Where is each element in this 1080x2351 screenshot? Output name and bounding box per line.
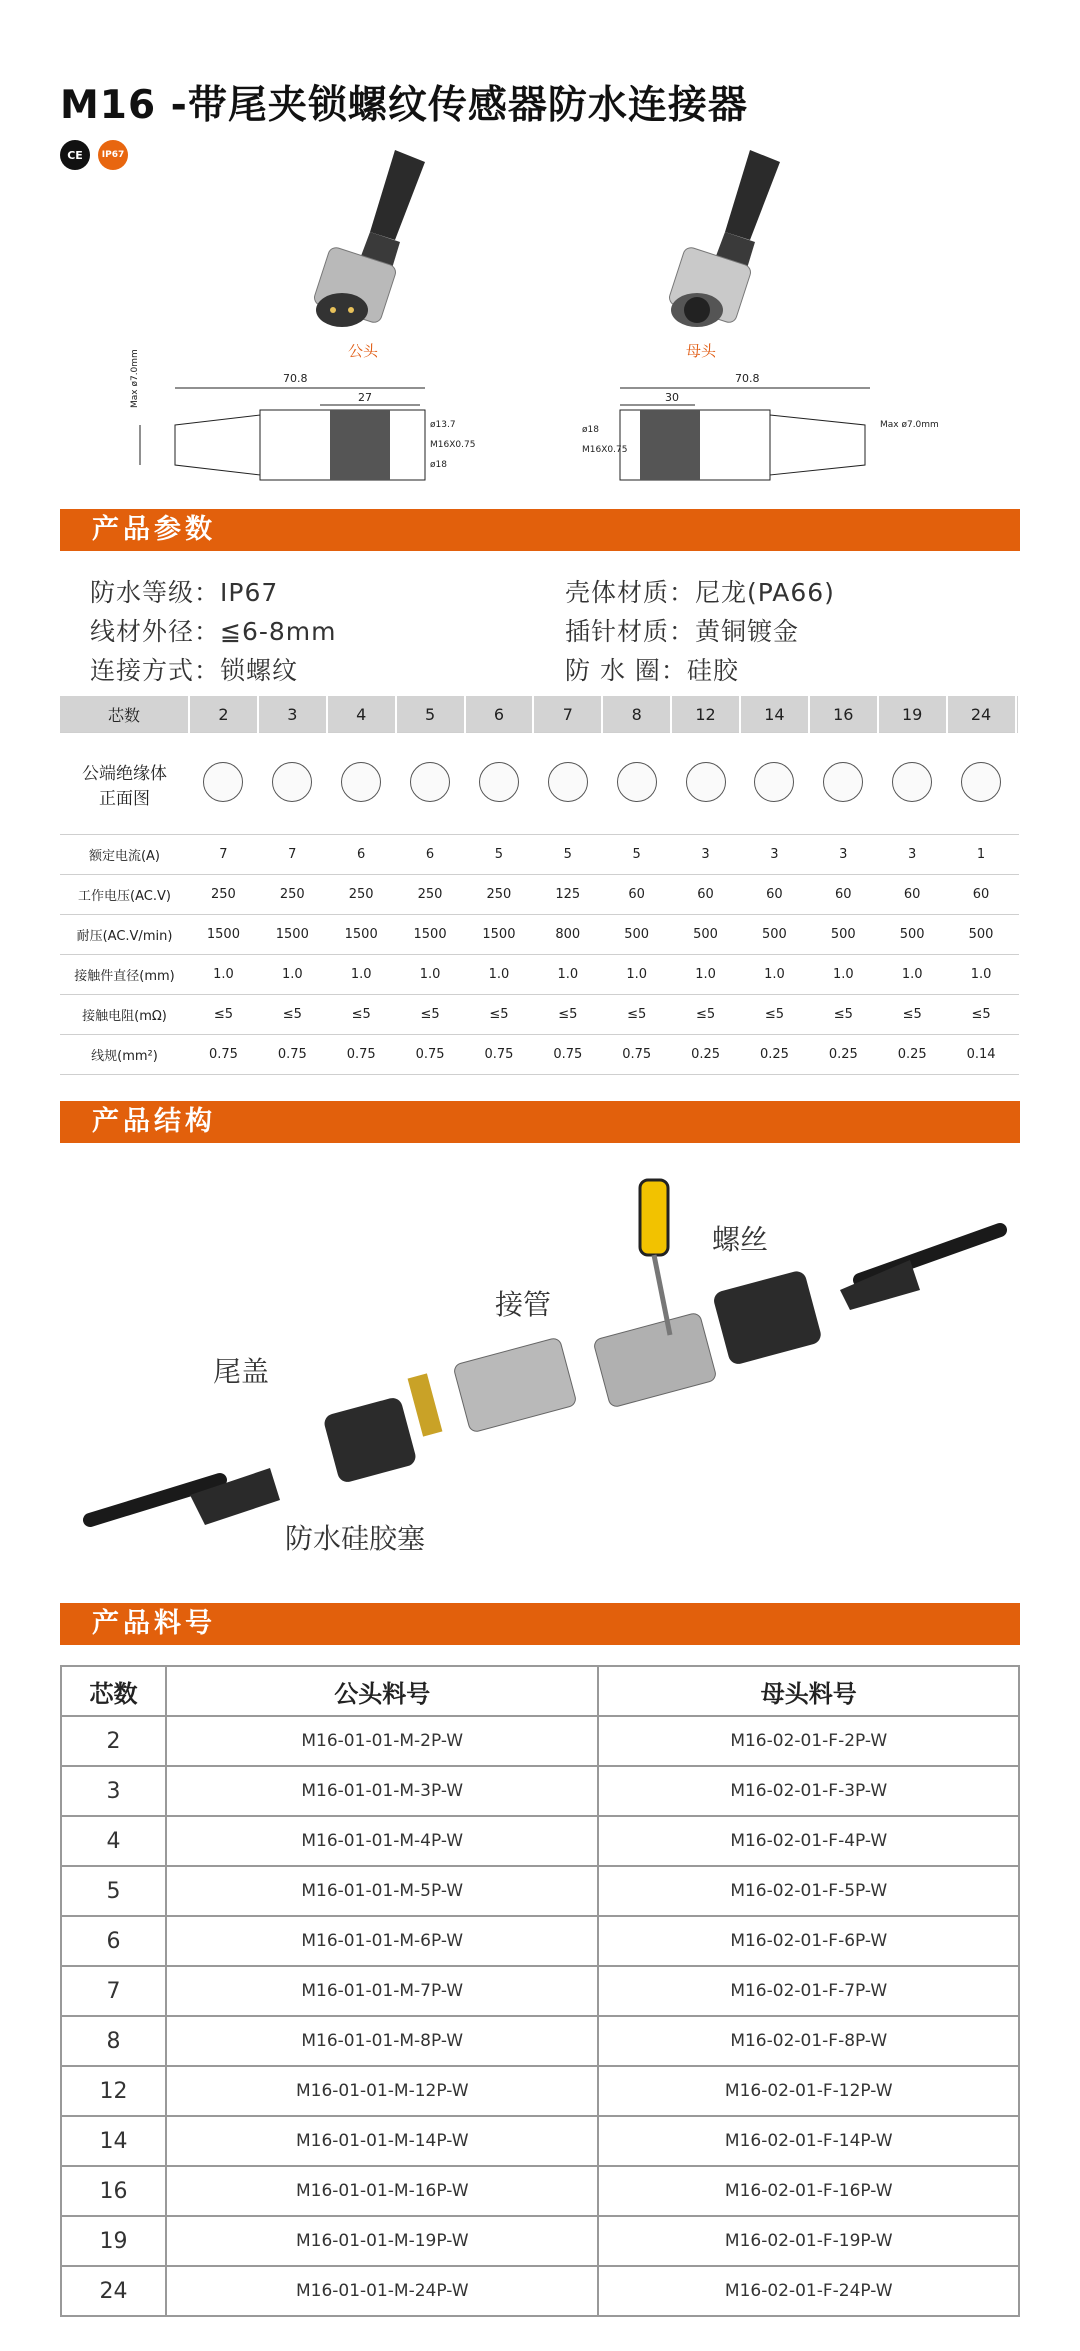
male-part-number: M16-01-01-M-16P-W <box>166 2166 598 2216</box>
face-label-line1: 公端绝缘体 <box>82 763 167 784</box>
param-seal: 防 水 圈：硅胶 <box>565 656 739 685</box>
core-count: 4 <box>327 696 396 733</box>
female-thread-length: 30 <box>665 391 679 404</box>
spec-cell: ≤5 <box>533 995 602 1035</box>
part-cores: 7 <box>61 1966 166 2016</box>
part-table-header <box>61 1666 1019 1716</box>
spec-cell: 5 <box>465 835 534 875</box>
spec-cell: 250 <box>258 875 327 915</box>
female-part-number: M16-02-01-F-19P-W <box>598 2216 1019 2266</box>
spec-cell: 1500 <box>327 915 396 955</box>
spec-cell: 0.75 <box>327 1035 396 1075</box>
table-row <box>61 2066 1019 2116</box>
spec-cell: 1500 <box>396 915 465 955</box>
female-label: 母头 <box>686 342 717 360</box>
spec-cell: 3 <box>671 835 740 875</box>
female-cable-dim: Max ø7.0mm <box>880 420 939 430</box>
spec-cell: 500 <box>878 915 947 955</box>
male-part-number: M16-01-01-M-2P-W <box>166 1716 598 1766</box>
spec-cell: ≤5 <box>740 995 809 1035</box>
pin-face-icon <box>961 762 1001 802</box>
part-cores: 19 <box>61 2216 166 2266</box>
spec-cell: 500 <box>602 915 671 955</box>
spec-cell: 0.75 <box>189 1035 258 1075</box>
spec-cell: 60 <box>809 875 878 915</box>
male-connector-photo <box>300 140 440 340</box>
param-pin: 插针材质：黄铜镀金 <box>565 617 800 646</box>
spec-row <box>60 1035 1019 1075</box>
female-part-number: M16-02-01-F-14P-W <box>598 2116 1019 2166</box>
spec-cell: 60 <box>602 875 671 915</box>
pin-face-icon <box>823 762 863 802</box>
spec-cell: 1.0 <box>396 955 465 995</box>
part-header-cores: 芯数 <box>61 1666 166 1716</box>
male-part-number: M16-01-01-M-3P-W <box>166 1766 598 1816</box>
part-cores: 2 <box>61 1716 166 1766</box>
male-part-number: M16-01-01-M-7P-W <box>166 1966 598 2016</box>
spec-cell: 1.0 <box>809 955 878 995</box>
pin-face-icon <box>272 762 312 802</box>
section-part-numbers: 产品料号 <box>60 1603 1020 1645</box>
param-connection: 连接方式：锁螺纹 <box>90 656 299 685</box>
spec-cell: 60 <box>740 875 809 915</box>
part-cores: 3 <box>61 1766 166 1816</box>
spec-cell: 7 <box>189 835 258 875</box>
spec-cell: 1.0 <box>189 955 258 995</box>
spec-row <box>60 995 1019 1035</box>
spec-cell: 1.0 <box>465 955 534 995</box>
spec-cell: 500 <box>947 915 1016 955</box>
spec-cell: 250 <box>327 875 396 915</box>
label-screw: 螺丝 <box>712 1223 769 1256</box>
spec-cell: ≤5 <box>602 995 671 1035</box>
part-cores: 8 <box>61 2016 166 2066</box>
female-part-number: M16-02-01-F-16P-W <box>598 2166 1019 2216</box>
male-label: 公头 <box>348 342 379 360</box>
spec-cell: 0.25 <box>671 1035 740 1075</box>
spec-cell: 500 <box>740 915 809 955</box>
spec-cell: 1.0 <box>878 955 947 995</box>
female-part-number: M16-02-01-F-12P-W <box>598 2066 1019 2116</box>
spec-cell: 6 <box>327 835 396 875</box>
spec-cell: 1.0 <box>740 955 809 995</box>
female-part-number: M16-02-01-F-7P-W <box>598 1966 1019 2016</box>
spec-cell: ≤5 <box>396 995 465 1035</box>
part-header-female: 母头料号 <box>598 1666 1019 1716</box>
spec-cell: 60 <box>878 875 947 915</box>
spec-cell: 0.75 <box>602 1035 671 1075</box>
spec-cell: 800 <box>533 915 602 955</box>
spec-cell: ≤5 <box>465 995 534 1035</box>
spec-cell: 1.0 <box>602 955 671 995</box>
spec-cell: 3 <box>740 835 809 875</box>
female-d1: ø18 <box>582 425 599 435</box>
spec-cell: 7 <box>258 835 327 875</box>
spec-cell: 250 <box>465 875 534 915</box>
pin-face-icon <box>686 762 726 802</box>
pin-face-icon <box>410 762 450 802</box>
face-label-line2: 正面图 <box>99 788 150 809</box>
core-count-empty <box>1016 696 1020 733</box>
male-part-number: M16-01-01-M-6P-W <box>166 1916 598 1966</box>
spec-row-label: 接触件直径(mm) <box>60 955 189 995</box>
spec-header-label: 芯数 <box>60 696 189 733</box>
label-coupling: 接管 <box>495 1288 552 1321</box>
core-count: 7 <box>533 696 602 733</box>
spec-cell: ≤5 <box>189 995 258 1035</box>
spec-cell: ≤5 <box>809 995 878 1035</box>
spec-cell: 0.75 <box>533 1035 602 1075</box>
spec-cell: 1.0 <box>258 955 327 995</box>
spec-row <box>60 835 1019 875</box>
part-cores: 4 <box>61 1816 166 1866</box>
male-overall-length: 70.8 <box>283 372 308 385</box>
part-cores: 5 <box>61 1866 166 1916</box>
ip67-cert-icon: IP67 <box>98 140 128 170</box>
male-part-number: M16-01-01-M-4P-W <box>166 1816 598 1866</box>
part-header-male: 公头料号 <box>166 1666 598 1716</box>
spec-cell: 60 <box>671 875 740 915</box>
spec-row-label: 接触电阻(mΩ) <box>60 995 189 1035</box>
spec-row <box>60 955 1019 995</box>
spec-cell: 1.0 <box>671 955 740 995</box>
female-part-number: M16-02-01-F-4P-W <box>598 1816 1019 1866</box>
table-row <box>61 1866 1019 1916</box>
female-thread: M16X0.75 <box>582 445 628 455</box>
female-part-number: M16-02-01-F-3P-W <box>598 1766 1019 1816</box>
female-part-number: M16-02-01-F-24P-W <box>598 2266 1019 2316</box>
spec-cell: 0.75 <box>396 1035 465 1075</box>
female-part-number: M16-02-01-F-2P-W <box>598 1716 1019 1766</box>
male-part-number: M16-01-01-M-14P-W <box>166 2116 598 2166</box>
female-connector-photo <box>655 140 795 340</box>
female-overall-length: 70.8 <box>735 372 760 385</box>
spec-cell: 0.25 <box>878 1035 947 1075</box>
spec-cell: 3 <box>878 835 947 875</box>
table-row <box>61 1966 1019 2016</box>
table-row <box>61 2166 1019 2216</box>
spec-cell: 0.25 <box>809 1035 878 1075</box>
part-cores: 24 <box>61 2266 166 2316</box>
spec-cell: 1.0 <box>327 955 396 995</box>
female-part-number: M16-02-01-F-5P-W <box>598 1866 1019 1916</box>
spec-cell: 1500 <box>258 915 327 955</box>
core-count: 2 <box>189 696 258 733</box>
param-cable-od: 线材外径：≦6-8mm <box>90 617 337 646</box>
table-row <box>61 1766 1019 1816</box>
spec-cell: ≤5 <box>878 995 947 1035</box>
table-row <box>61 2216 1019 2266</box>
core-count: 16 <box>809 696 878 733</box>
part-cores: 14 <box>61 2116 166 2166</box>
male-part-number: M16-01-01-M-12P-W <box>166 2066 598 2116</box>
female-part-number: M16-02-01-F-6P-W <box>598 1916 1019 1966</box>
label-tail-cap: 尾盖 <box>213 1355 270 1388</box>
spec-cell: 3 <box>809 835 878 875</box>
pin-face-icon <box>479 762 519 802</box>
spec-cell: 250 <box>189 875 258 915</box>
spec-row <box>60 915 1019 955</box>
spec-cell: ≤5 <box>258 995 327 1035</box>
spec-cell: 500 <box>809 915 878 955</box>
label-seal: 防水硅胶塞 <box>285 1522 426 1555</box>
male-part-number: M16-01-01-M-24P-W <box>166 2266 598 2316</box>
spec-cell: 5 <box>533 835 602 875</box>
table-row <box>61 1916 1019 1966</box>
section-structure: 产品结构 <box>60 1101 1020 1143</box>
core-count: 6 <box>465 696 534 733</box>
core-count: 24 <box>947 696 1016 733</box>
spec-face-row <box>60 733 1019 835</box>
male-cable-dim: Max ø7.0mm <box>130 349 140 408</box>
pin-face-icon <box>754 762 794 802</box>
pin-face-icon <box>617 762 657 802</box>
male-part-number: M16-01-01-M-8P-W <box>166 2016 598 2066</box>
table-row <box>61 1816 1019 1866</box>
spec-cell: 60 <box>947 875 1016 915</box>
core-count: 19 <box>878 696 947 733</box>
page-title: M16 -带尾夹锁螺纹传感器防水连接器 <box>60 83 748 128</box>
male-thread-length: 27 <box>358 391 372 404</box>
spec-header-row <box>60 696 1019 733</box>
spec-cell: 1500 <box>189 915 258 955</box>
param-shell: 壳体材质：尼龙(PA66) <box>565 578 835 607</box>
core-count: 8 <box>602 696 671 733</box>
female-part-number: M16-02-01-F-8P-W <box>598 2016 1019 2066</box>
male-d2: ø18 <box>430 460 447 470</box>
spec-cell: 1500 <box>465 915 534 955</box>
face-row-label <box>60 733 189 835</box>
table-row <box>61 2016 1019 2066</box>
male-thread: M16X0.75 <box>430 440 476 450</box>
spec-cell: 250 <box>396 875 465 915</box>
pin-face-icon <box>341 762 381 802</box>
section-params: 产品参数 <box>60 509 1020 551</box>
spec-row <box>60 875 1019 915</box>
part-number-table <box>60 1665 1020 2317</box>
param-waterproof: 防水等级：IP67 <box>90 578 279 607</box>
spec-cell: 1.0 <box>947 955 1016 995</box>
table-row <box>61 2266 1019 2316</box>
spec-cell: 125 <box>533 875 602 915</box>
spec-cell: ≤5 <box>671 995 740 1035</box>
spec-cell: ≤5 <box>327 995 396 1035</box>
spec-cell: 1.0 <box>533 955 602 995</box>
part-cores: 12 <box>61 2066 166 2116</box>
spec-cell: ≤5 <box>947 995 1016 1035</box>
spec-cell: 1 <box>947 835 1016 875</box>
spec-cell: 0.75 <box>258 1035 327 1075</box>
spec-cell: 6 <box>396 835 465 875</box>
core-count: 14 <box>740 696 809 733</box>
spec-cell: 0.25 <box>740 1035 809 1075</box>
spec-cell: 500 <box>671 915 740 955</box>
part-cores: 16 <box>61 2166 166 2216</box>
spec-cell: 0.75 <box>465 1035 534 1075</box>
female-dimension-drawing <box>580 370 910 485</box>
table-row <box>61 2116 1019 2166</box>
core-count: 3 <box>258 696 327 733</box>
pin-face-icon <box>548 762 588 802</box>
spec-cell: 0.14 <box>947 1035 1016 1075</box>
male-d1: ø13.7 <box>430 420 456 430</box>
ce-cert-icon: CE <box>60 140 90 170</box>
male-part-number: M16-01-01-M-5P-W <box>166 1866 598 1916</box>
spec-cell: 5 <box>602 835 671 875</box>
core-count: 5 <box>396 696 465 733</box>
core-count: 12 <box>671 696 740 733</box>
spec-table <box>60 696 1020 1075</box>
spec-row-label: 线规(mm²) <box>60 1035 189 1075</box>
part-cores: 6 <box>61 1916 166 1966</box>
pin-face-icon <box>892 762 932 802</box>
spec-row-label: 耐压(AC.V/min) <box>60 915 189 955</box>
spec-row-label: 额定电流(A) <box>60 835 189 875</box>
table-row <box>61 1716 1019 1766</box>
spec-row-label: 工作电压(AC.V) <box>60 875 189 915</box>
pin-face-icon <box>203 762 243 802</box>
male-part-number: M16-01-01-M-19P-W <box>166 2216 598 2266</box>
male-dimension-drawing <box>120 370 480 485</box>
